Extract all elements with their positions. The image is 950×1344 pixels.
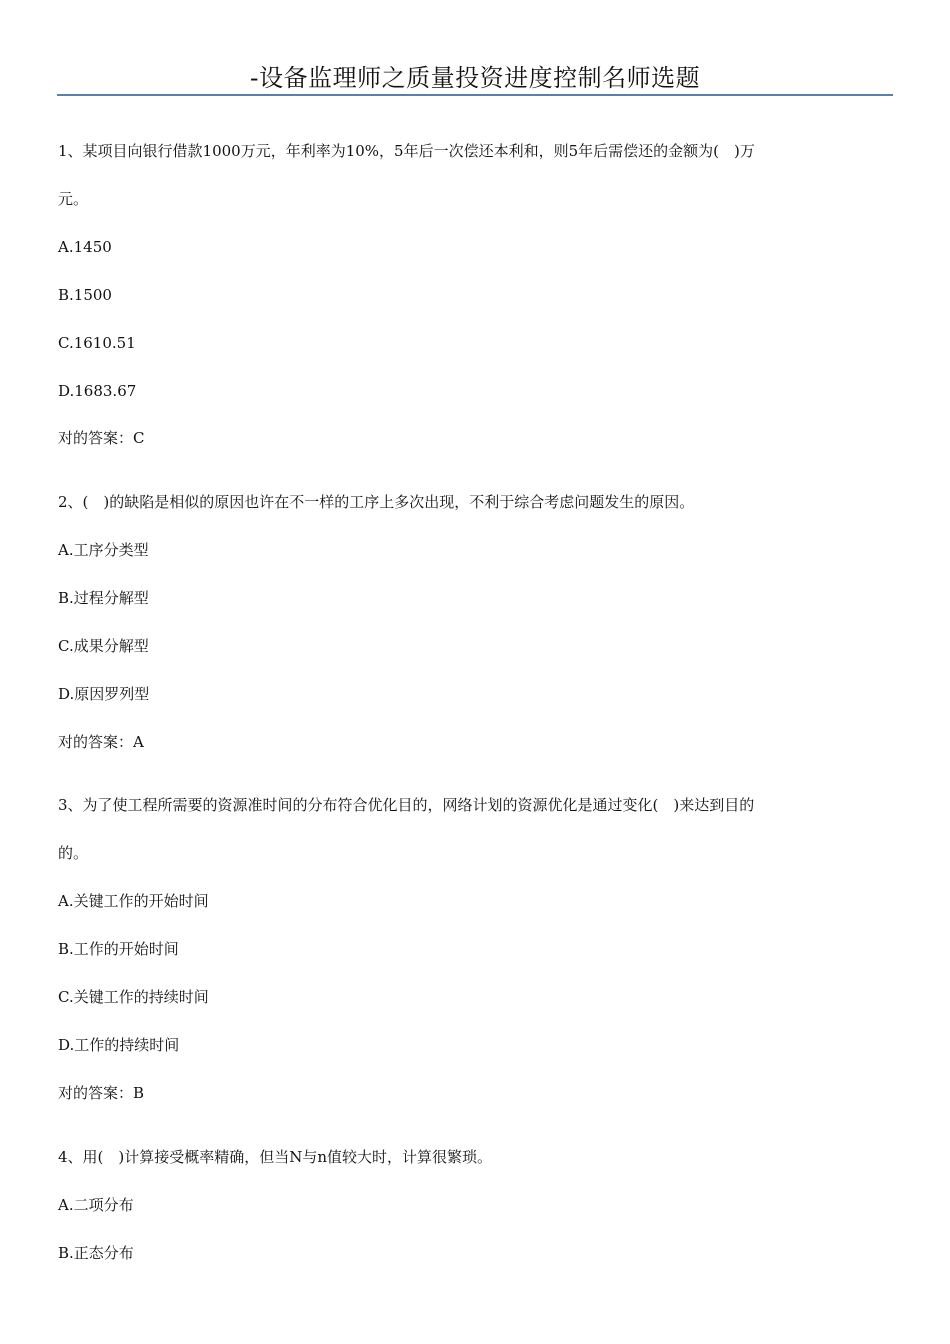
question-1-option-b: B.1500 xyxy=(58,286,112,304)
page-header xyxy=(57,56,893,96)
question-1-option-c: C.1610.51 xyxy=(58,334,136,352)
document-title: -设备监理师之质量投资进度控制名师选题 xyxy=(249,64,701,92)
question-2-option-a: A.工序分类型 xyxy=(58,541,149,559)
question-3-option-c: C.关键工作的持续时间 xyxy=(58,988,209,1006)
question-3-option-d: D.工作的持续时间 xyxy=(58,1036,180,1054)
question-4-option-b: B.正态分布 xyxy=(58,1244,134,1262)
question-2-stem-line-1: 2、( )的缺陷是相似的原因也许在不一样的工序上多次出现，不利于综合考虑问题发生的原因。 xyxy=(58,493,695,511)
question-4-stem-line-1: 4、用( )计算接受概率精确，但当N与n值较大时，计算很繁琐。 xyxy=(58,1148,493,1166)
question-2-option-c: C.成果分解型 xyxy=(58,637,149,655)
question-2-answer: 对的答案：A xyxy=(58,733,144,751)
question-3-stem-line-2: 的。 xyxy=(58,844,89,862)
question-3-option-b: B.工作的开始时间 xyxy=(58,940,179,958)
question-1-answer: 对的答案：C xyxy=(58,429,145,447)
question-2-option-b: B.过程分解型 xyxy=(58,589,149,607)
question-1-option-a: A.1450 xyxy=(58,238,112,256)
question-1-stem-line-2: 元。 xyxy=(58,190,89,208)
question-4-option-a: A.二项分布 xyxy=(58,1196,134,1214)
question-3-answer: 对的答案：B xyxy=(58,1084,145,1102)
question-3-stem-line-1: 3、为了使工程所需要的资源准时间的分布符合优化目的，网络计划的资源优化是通过变化( )来达到目的 xyxy=(58,796,755,814)
question-1-option-d: D.1683.67 xyxy=(58,382,137,400)
question-3-option-a: A.关键工作的开始时间 xyxy=(58,892,209,910)
question-1-stem-line-1: 1、某项目向银行借款1000万元，年利率为10%，5年后一次偿还本利和，则5年后需偿还的金额为( )万 xyxy=(58,142,755,160)
question-2-option-d: D.原因罗列型 xyxy=(58,685,150,703)
